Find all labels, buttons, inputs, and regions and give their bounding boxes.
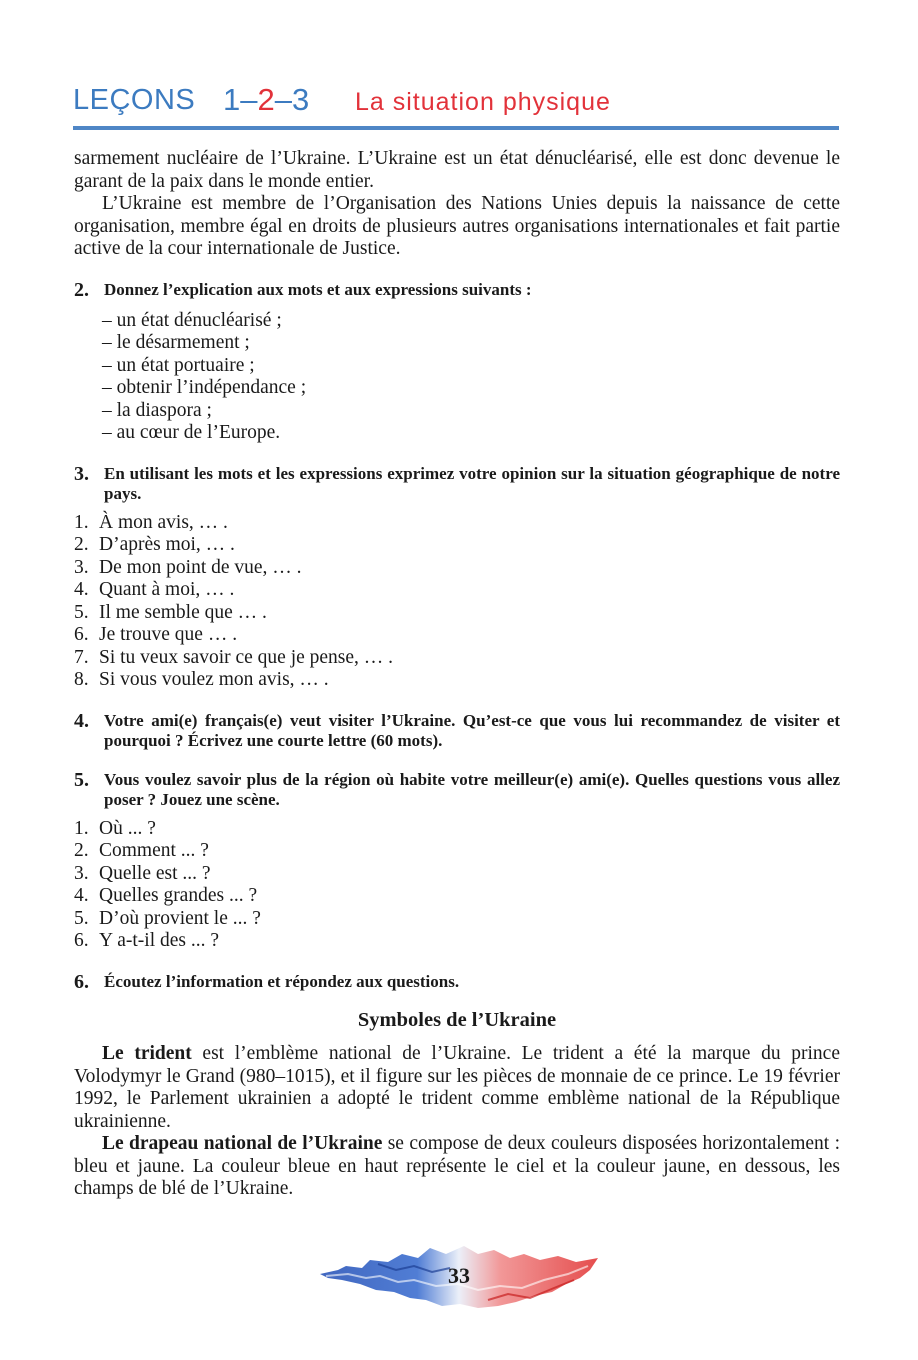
list-item bbox=[74, 602, 840, 625]
exercise-number: 4. bbox=[74, 709, 89, 732]
item-text: D’après moi, … . bbox=[99, 534, 235, 555]
exercise-number: 6. bbox=[74, 970, 89, 993]
item-number: 5. bbox=[74, 601, 89, 623]
list-item bbox=[74, 647, 840, 670]
list-item bbox=[74, 624, 840, 647]
trident-text: est l’emblème national de l’Ukraine. Le trident a été la marque du prince Volodymyr le Grand (980–1015), et il figure sur les pièces de monnaie de ce prince. Le 19 février 1992, le Parlement ukrainien a adopté le trident comme emblème national de la République ukrainienne. bbox=[74, 1043, 840, 1132]
page-number: 33 bbox=[448, 1263, 470, 1288]
item-text: Si tu veux savoir ce que je pense, … . bbox=[99, 646, 394, 668]
flag-term: Le drapeau national de l’Ukraine bbox=[102, 1133, 383, 1154]
exercise-2-heading bbox=[74, 280, 840, 300]
intro-paragraph-1: sarmement nucléaire de l’Ukraine. L’Ukraine est un état dénucléarisé, elle est donc devenue le garant de la paix dans le monde entier. bbox=[74, 148, 840, 192]
item-number: 8. bbox=[74, 669, 89, 690]
section-title: Symboles de l’Ukraine bbox=[357, 1008, 557, 1031]
intro-paragraph-2: L’Ukraine est membre de l’Organisation des Nations Unies depuis la naissance de cette organisation, membre égal en droits de plusieurs autres organisations internationales et fait partie active de la cour internationale de Justice. bbox=[74, 193, 840, 259]
lesson-numbers bbox=[223, 82, 309, 118]
lesson-number-3: –3 bbox=[274, 82, 310, 117]
item-text: Il me semble que … . bbox=[99, 601, 267, 623]
item-text: Quelles grandes ... ? bbox=[99, 885, 258, 906]
list-item bbox=[74, 930, 840, 953]
chapter-title: La situation physique bbox=[355, 88, 611, 116]
exercise-instruction: Votre ami(e) français(e) veut visiter l’Ukraine. Qu’est-ce que vous lui recommandez de visiter et pourquoi ? Écrivez une courte lettre (60 mots). bbox=[104, 710, 840, 750]
item-number: 4. bbox=[74, 579, 89, 600]
item-text: À mon avis, … . bbox=[99, 511, 228, 533]
exercise-number: 5. bbox=[74, 768, 89, 791]
item-text: Y a-t-il des ... ? bbox=[99, 930, 220, 951]
list-item: – un état dénucléarisé ; bbox=[102, 309, 282, 331]
exercise-3-list bbox=[74, 512, 840, 692]
trident-paragraph bbox=[74, 1043, 840, 1133]
list-item bbox=[74, 512, 840, 535]
list-item: – un état portuaire ; bbox=[102, 354, 255, 376]
exercise-6-heading bbox=[74, 972, 840, 992]
page-footer bbox=[318, 1240, 600, 1312]
item-number: 6. bbox=[74, 930, 89, 951]
trident-term: Le trident bbox=[102, 1043, 192, 1064]
lessons-label: LEÇONS bbox=[73, 84, 196, 116]
exercise-instruction: Écoutez l’information et répondez aux questions. bbox=[104, 971, 460, 991]
exercise-number: 3. bbox=[74, 462, 89, 485]
item-text: Où ... ? bbox=[99, 817, 156, 839]
list-item bbox=[74, 557, 840, 580]
list-item bbox=[74, 669, 840, 692]
exercise-5-list bbox=[74, 818, 840, 953]
item-number: 5. bbox=[74, 907, 89, 929]
exercise-2-list bbox=[102, 310, 840, 445]
item-number: 7. bbox=[74, 646, 89, 668]
list-item: – au cœur de l’Europe. bbox=[102, 422, 281, 443]
list-item: – obtenir l’indépendance ; bbox=[102, 377, 307, 398]
exercise-instruction: Donnez l’explication aux mots et aux expressions suivants : bbox=[104, 279, 532, 299]
lesson-number-1: 1– bbox=[223, 82, 258, 117]
item-number: 2. bbox=[74, 534, 89, 555]
page-content bbox=[74, 148, 840, 1201]
flag-text: se compose de deux couleurs disposées horizontalement : bleu et jaune. La couleur bleue en haut représente le ciel et la couleur jaune, en dessous, les champs de blé de l’Ukraine. bbox=[74, 1133, 840, 1199]
exercise-number: 2. bbox=[74, 278, 89, 301]
list-item: – la diaspora ; bbox=[102, 399, 212, 421]
item-number: 4. bbox=[74, 885, 89, 906]
exercise-3-heading bbox=[74, 464, 840, 504]
item-text: D’où provient le ... ? bbox=[99, 907, 261, 929]
list-item: – le désarmement ; bbox=[102, 332, 250, 353]
list-item bbox=[74, 908, 840, 931]
item-text: Quant à moi, … . bbox=[99, 579, 235, 600]
item-text: Si vous voulez mon avis, … . bbox=[99, 669, 329, 690]
item-text: Je trouve que … . bbox=[99, 624, 238, 645]
list-item bbox=[74, 579, 840, 602]
list-item bbox=[74, 818, 840, 841]
item-number: 3. bbox=[74, 556, 89, 578]
page-header bbox=[73, 82, 839, 130]
exercise-instruction: Vous voulez savoir plus de la région où habite votre meilleur(e) ami(e). Quelles questions vous allez poser ? Jouez une scène. bbox=[104, 769, 840, 809]
list-item bbox=[74, 885, 840, 908]
exercise-4-heading bbox=[74, 711, 840, 751]
item-number: 1. bbox=[74, 817, 89, 839]
list-item bbox=[74, 863, 840, 886]
item-number: 2. bbox=[74, 840, 89, 861]
item-number: 6. bbox=[74, 624, 89, 645]
item-text: Quelle est ... ? bbox=[99, 862, 211, 884]
list-item bbox=[74, 534, 840, 557]
item-text: Comment ... ? bbox=[99, 840, 209, 861]
flag-paragraph bbox=[74, 1133, 840, 1201]
exercise-instruction: En utilisant les mots et les expressions exprimez votre opinion sur la situation géographique de notre pays. bbox=[104, 463, 840, 503]
item-number: 1. bbox=[74, 511, 89, 533]
list-item bbox=[74, 840, 840, 863]
exercise-5-heading bbox=[74, 770, 840, 810]
item-text: De mon point de vue, … . bbox=[99, 556, 302, 578]
item-number: 3. bbox=[74, 862, 89, 884]
lesson-number-2: 2 bbox=[257, 82, 275, 117]
